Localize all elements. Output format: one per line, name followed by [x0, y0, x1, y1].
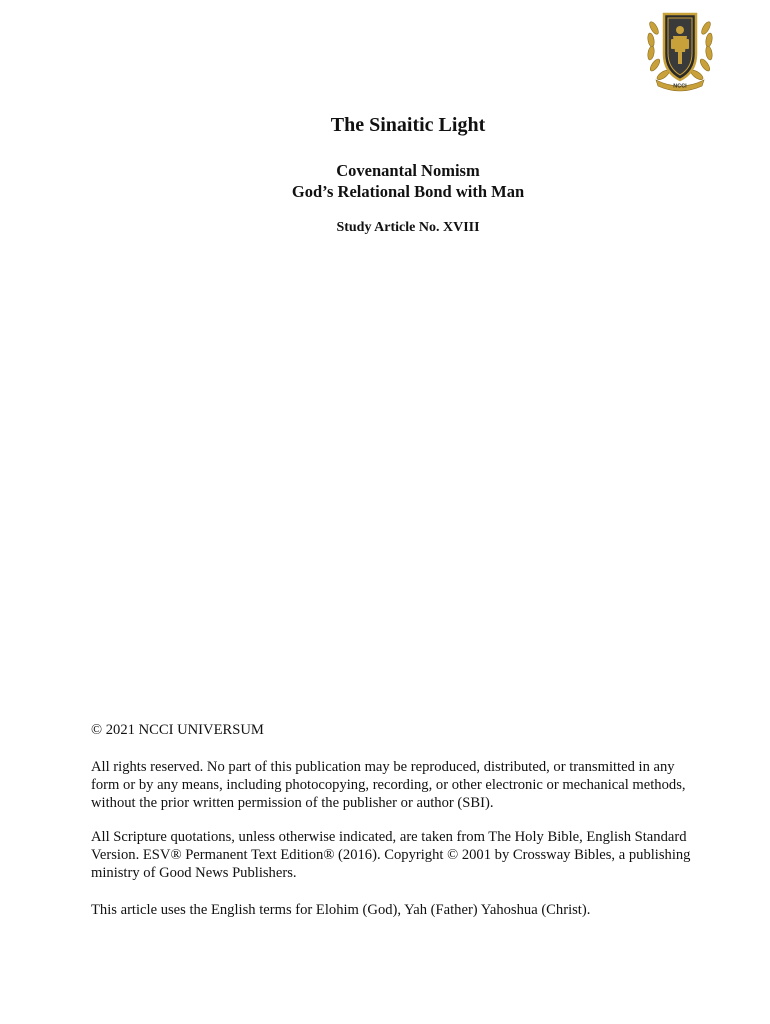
- document-subtitle: [0, 160, 770, 202]
- svg-text:NCCI: NCCI: [673, 83, 687, 90]
- subtitle-line-1: Covenantal Nomism: [336, 161, 480, 180]
- terms-paragraph: This article uses the English terms for Elohim (God), Yah (Father) Yahoshua (Christ).: [91, 902, 591, 918]
- article-number: Study Article No. XVIII: [336, 220, 480, 235]
- ncci-crest-logo: [646, 6, 714, 92]
- scripture-paragraph: All Scripture quotations, unless otherwise indicated, are taken from The Holy Bible, English Standard Version. ESV® Permanent Text Edition® (2016). Copyright © 2001 by Crossway Bibles, a publishing ministry of Good News Publishers.: [91, 829, 691, 881]
- subtitle-line-2: God’s Relational Bond with Man: [291, 182, 525, 201]
- copyright-line: © 2021 NCCI UNIVERSUM: [91, 722, 264, 738]
- laurel-shield-icon: [646, 6, 714, 92]
- rights-paragraph: All rights reserved. No part of this publication may be reproduced, distributed, or transmitted in any form or by any means, including photocopying, recording, or other electronic or mechanical methods, without the prior written permission of the publisher or author (SBI).: [91, 759, 686, 811]
- document-title: The Sinaitic Light: [330, 114, 486, 136]
